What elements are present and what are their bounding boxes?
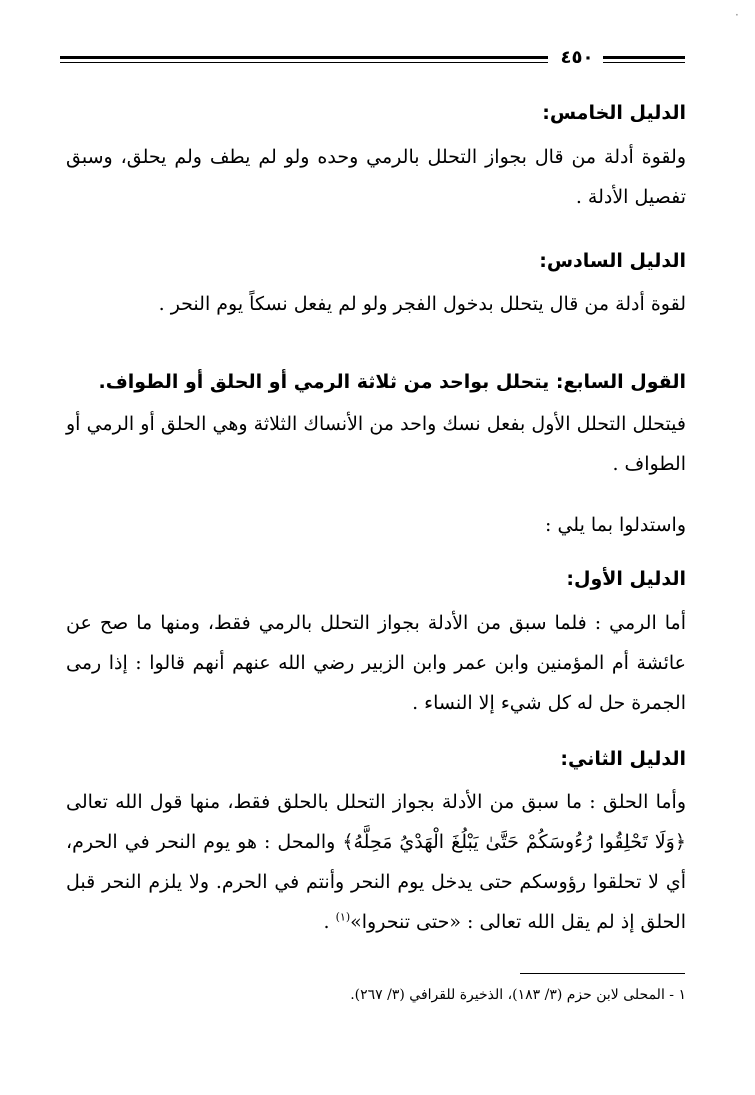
qawl7-heading: القول السابع: يتحلل بواحد من ثلاثة الرمي أو الحلق أو الطواف. (98, 371, 686, 393)
page-number: ٤٥٠ (560, 47, 594, 68)
dalil5-paragraph: ولقوة أدلة من قال بجواز التحلل بالرمي وحده ولو لم يطف ولم يحلق، وسبق تفصيل الأدلة . (66, 146, 686, 208)
qawl7-paragraph: فيتحلل التحلل الأول بفعل نسك واحد من الأنساك الثلاثة وهي الحلق أو الرمي أو الطواف . (66, 413, 686, 475)
footnote-ref[interactable]: (١) (335, 910, 351, 924)
dalil2-text: وأما الحلق : ما سبق من الأدلة بجواز التحلل بالحلق فقط، منها قول الله تعالى ﴿وَلَا تَحْلِقُوا رُءُوسَكُمْ حَتَّىٰ يَبْلُغَ الْهَدْيُ مَحِلَّهُ﴾ والمحل : هو يوم النحر في الحرم، أي لا تحلقوا رؤوسكم حتى يدخل يوم النحر وأنتم في الحرم. ولا يلزم النحر قبل الحلق إذ لم يقل الله تعالى : «حتى تنحروا» (66, 791, 686, 933)
header-rule-right (603, 56, 685, 63)
dalil6-paragraph: لقوة أدلة من قال يتحلل بدخول الفجر ولو لم يفعل نسكاً يوم النحر . (158, 293, 686, 315)
page-header (60, 47, 685, 74)
istadallu-line: واستدلوا بما يلي : (545, 514, 686, 536)
dalil1-heading: الدليل الأول: (566, 568, 686, 590)
dalil2-heading: الدليل الثاني: (560, 748, 686, 770)
dalil2-end: . (323, 911, 336, 933)
footnote-1: ١ - المحلى لابن حزم (٣/ ١٨٣)، الذخيرة للقرافي (٣/ ٢٦٧). (350, 987, 686, 1003)
footnote-rule (520, 973, 685, 974)
dalil2-paragraph (66, 782, 686, 942)
header-rule-left (60, 56, 548, 63)
dalil5-heading: الدليل الخامس: (542, 102, 686, 124)
corner-mark: · (735, 8, 739, 22)
dalil1-paragraph: أما الرمي : فلما سبق من الأدلة بجواز التحلل بالرمي فقط، ومنها ما صح عن عائشة أم المؤمنين وابن عمر وابن الزبير رضي الله عنهم أنهم قالوا : إذا رمى الجمرة حل له كل شيء إلا النساء . (66, 612, 686, 714)
dalil6-heading: الدليل السادس: (539, 250, 686, 272)
